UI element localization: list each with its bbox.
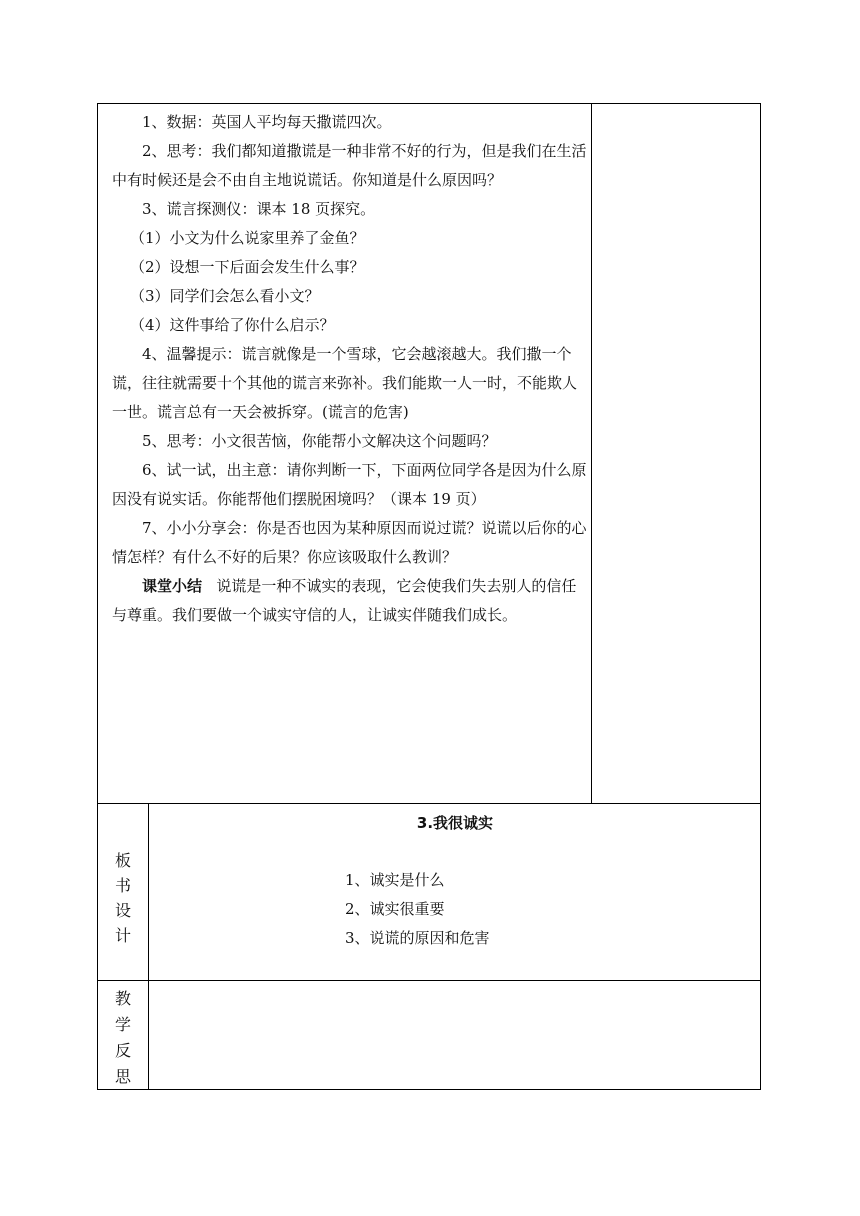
side-char: 教 bbox=[114, 989, 131, 1008]
sub-question: （3）同学们会怎么看小文？ bbox=[130, 287, 320, 305]
lesson-step: 1、数据：英国人平均每天撒谎四次。 bbox=[142, 113, 392, 131]
lesson-step: 6、试一试，出主意：请你判断一下，下面两位同学各是因为什么原因没有说实话。你能帮他们摆脱困境吗？（课本 19 页） bbox=[112, 461, 587, 508]
board-item: 1、诚实是什么 bbox=[345, 871, 445, 889]
lesson-step: 4、温馨提示：谎言就像是一个雪球，它会越滚越大。我们撒一个谎，往往就需要十个其他的谎言来弥补。我们能欺一人一时，不能欺人一世。谎言总有一天会被拆穿。(谎言的危害) bbox=[112, 345, 578, 421]
lesson-step: 5、思考：小文很苦恼，你能帮小文解决这个问题吗？ bbox=[142, 432, 497, 450]
summary-paragraph bbox=[112, 572, 587, 630]
side-char: 板 bbox=[114, 851, 131, 870]
board-title: 3.我很诚实 bbox=[416, 814, 494, 832]
board-list bbox=[345, 866, 490, 953]
reflection-side-label bbox=[97, 986, 149, 1090]
divider bbox=[97, 980, 761, 981]
board-side-label bbox=[97, 848, 149, 948]
side-char: 书 bbox=[114, 876, 131, 895]
lesson-step: 3、谎言探测仪：课本 18 页探究。 bbox=[142, 200, 376, 218]
lesson-step: 7、小小分享会：你是否也因为某种原因而说过谎？说谎以后你的心情怎样？有什么不好的后果？你应该吸取什么教训？ bbox=[112, 519, 587, 566]
side-char: 设 bbox=[114, 901, 131, 920]
summary-label: 课堂小结 bbox=[142, 577, 203, 595]
sub-question: （1）小文为什么说家里养了金鱼？ bbox=[130, 229, 365, 247]
divider bbox=[591, 103, 592, 803]
board-item: 2、诚实很重要 bbox=[345, 900, 445, 918]
board-item: 3、说谎的原因和危害 bbox=[345, 929, 490, 947]
lesson-step: 2、思考：我们都知道撒谎是一种非常不好的行为，但是我们在生活中有时候还是会不由自主地说谎话。你知道是什么原因吗？ bbox=[112, 142, 587, 189]
summary-text: 说谎是一种不诚实的表现，它会使我们失去别人的信任与尊重。我们要做一个诚实守信的人，让诚实伴随我们成长。 bbox=[112, 577, 577, 624]
divider bbox=[97, 803, 761, 804]
side-char: 计 bbox=[114, 926, 131, 945]
side-char: 思 bbox=[114, 1067, 131, 1086]
sub-question: （4）这件事给了你什么启示？ bbox=[130, 316, 335, 334]
lesson-content bbox=[112, 108, 587, 630]
side-char: 反 bbox=[114, 1041, 131, 1060]
sub-question: （2）设想一下后面会发生什么事？ bbox=[130, 258, 365, 276]
side-char: 学 bbox=[114, 1015, 131, 1034]
